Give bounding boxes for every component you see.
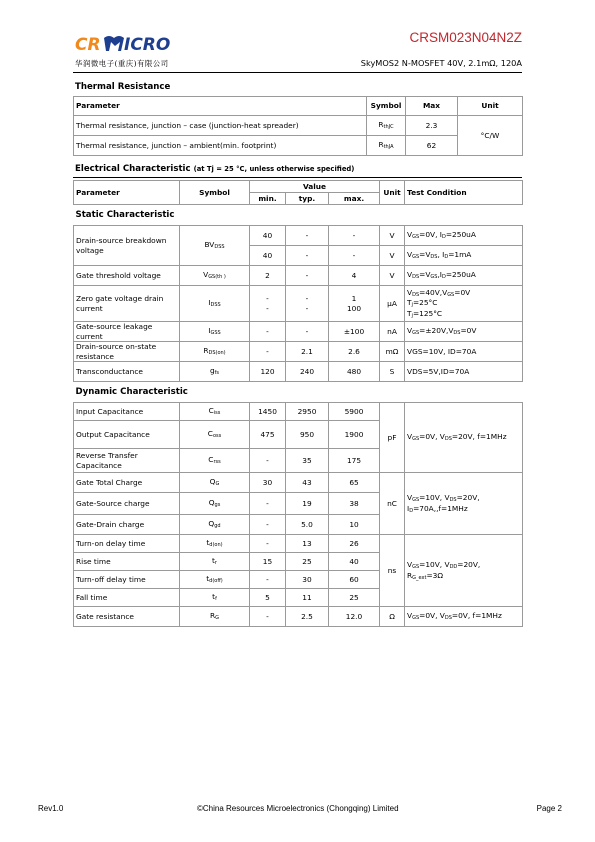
company-logo	[75, 32, 180, 56]
max-cell: 2.3	[406, 116, 458, 136]
symbol-cell: $BV_{DSS}$	[180, 226, 250, 266]
typ-cell: 43	[286, 473, 329, 493]
header-divider	[73, 72, 522, 73]
symbol-cell: $R_G$	[180, 607, 250, 627]
th-min: min.	[250, 193, 286, 205]
param-cell: Drain-source breakdown voltage	[74, 226, 180, 266]
typ-cell: 30	[286, 571, 329, 589]
condition-cell: $V_{GS}=0V$, $V_{DS}=20V$, f=1MHz	[405, 403, 523, 473]
param-cell: Gate threshold voltage	[74, 266, 180, 286]
footer-page-number: Page 2	[536, 804, 562, 813]
unit-cell: nA	[380, 322, 405, 342]
typ-cell: 240	[286, 362, 329, 382]
unit-cell: °C/W	[458, 116, 523, 156]
param-cell: Zero gate voltage drain current	[74, 286, 180, 322]
min-cell: -	[250, 449, 286, 473]
table-row	[74, 322, 523, 342]
typ-cell: -	[286, 266, 329, 286]
max-cell: 62	[406, 136, 458, 156]
svg-text:CR: CR	[75, 35, 101, 55]
param-cell: Fall time	[74, 589, 180, 607]
min-cell: 5	[250, 589, 286, 607]
min-cell: -	[250, 515, 286, 535]
th-unit: Unit	[380, 181, 405, 205]
th-max: max.	[329, 193, 380, 205]
min-cell: 40	[250, 246, 286, 266]
param-cell: Output Capacitance	[74, 421, 180, 449]
table-row	[74, 607, 523, 627]
param-cell: Gate-Drain charge	[74, 515, 180, 535]
min-cell: 475	[250, 421, 286, 449]
condition-cell: $V_{GS}=0V$, $V_{DS}=0V$, f=1MHz	[405, 607, 523, 627]
param-cell: Rise time	[74, 553, 180, 571]
min-cell: 40	[250, 226, 286, 246]
max-cell: 175	[329, 449, 380, 473]
thermal-table	[73, 96, 523, 156]
symbol-cell: $C_{oss}$	[180, 421, 250, 449]
th-typ: typ.	[286, 193, 329, 205]
symbol-cell: $V_{GS(th )}$	[180, 266, 250, 286]
thermal-section-title: Thermal Resistance	[75, 82, 171, 92]
table-row	[74, 266, 523, 286]
table-row	[74, 403, 523, 421]
max-cell: 12.0	[329, 607, 380, 627]
param-cell: Transconductance	[74, 362, 180, 382]
dynamic-section-title: Dynamic Characteristic	[74, 382, 523, 403]
max-cell: 10	[329, 515, 380, 535]
min-cell: 120	[250, 362, 286, 382]
symbol-cell: $t_{d(on)}$	[180, 535, 250, 553]
typ-cell: -	[286, 322, 329, 342]
max-cell: 25	[329, 589, 380, 607]
symbol-cell: $t_f$	[180, 589, 250, 607]
typ-cell: -	[286, 246, 329, 266]
param-cell: Reverse Transfer Capacitance	[74, 449, 180, 473]
max-cell: -	[329, 246, 380, 266]
footer-revision: Rev1.0	[38, 804, 64, 813]
unit-cell: mΩ	[380, 342, 405, 362]
table-row	[74, 342, 523, 362]
symbol-cell: $I_{GSS}$	[180, 322, 250, 342]
min-cell: -	[250, 571, 286, 589]
param-cell: Turn-on delay time	[74, 535, 180, 553]
param-cell: Gate resistance	[74, 607, 180, 627]
symbol-cell: $Q_G$	[180, 473, 250, 493]
electrical-divider	[73, 177, 522, 178]
max-cell: 1 100	[329, 286, 380, 322]
th-unit: Unit	[458, 97, 523, 116]
max-cell: 38	[329, 493, 380, 515]
unit-cell: nC	[380, 473, 405, 535]
min-cell: 2	[250, 266, 286, 286]
condition-cell: $V_{GS}=10V$, $V_{DD}=20V$, $R_{G\_ext}=3\Omega$	[405, 535, 523, 607]
max-cell: 1900	[329, 421, 380, 449]
condition-cell: $V_{GS}=10V$, $V_{DS}=20V$, $I_D=70A,,f=1MHz$	[405, 473, 523, 535]
svg-text:ICRO: ICRO	[124, 35, 171, 55]
max-cell: 65	[329, 473, 380, 493]
table-row	[74, 535, 523, 553]
typ-cell: 2950	[286, 403, 329, 421]
table-row	[74, 473, 523, 493]
table-row	[74, 116, 523, 136]
typ-cell: 35	[286, 449, 329, 473]
table-row	[74, 286, 523, 322]
typ-cell: -	[286, 226, 329, 246]
min-cell: -	[250, 342, 286, 362]
th-parameter: Parameter	[74, 97, 367, 116]
unit-cell: V	[380, 226, 405, 246]
param-cell: Gate-Source charge	[74, 493, 180, 515]
table-row	[74, 136, 523, 156]
condition-cell: VGS=10V, ID=70A	[405, 342, 523, 362]
max-cell: -	[329, 226, 380, 246]
max-cell: 26	[329, 535, 380, 553]
min-cell: - -	[250, 286, 286, 322]
unit-cell: Ω	[380, 607, 405, 627]
static-section-title: Static Characteristic	[74, 205, 523, 226]
typ-cell: - -	[286, 286, 329, 322]
typ-cell: 13	[286, 535, 329, 553]
param-cell: Gate-source leakage current	[74, 322, 180, 342]
param-cell: Input Capacitance	[74, 403, 180, 421]
table-row	[74, 226, 523, 246]
max-cell: 5900	[329, 403, 380, 421]
typ-cell: 25	[286, 553, 329, 571]
unit-cell: V	[380, 246, 405, 266]
symbol-cell: $C_{iss}$	[180, 403, 250, 421]
unit-cell: V	[380, 266, 405, 286]
unit-cell: pF	[380, 403, 405, 473]
max-cell: 480	[329, 362, 380, 382]
th-symbol: Symbol	[367, 97, 406, 116]
max-cell: ±100	[329, 322, 380, 342]
max-cell: 2.6	[329, 342, 380, 362]
unit-cell: S	[380, 362, 405, 382]
unit-cell: ns	[380, 535, 405, 607]
symbol-cell: $t_{d(off)}$	[180, 571, 250, 589]
part-number: CRSM023N04N2Z	[409, 30, 522, 45]
symbol-cell: $C_{rss}$	[180, 449, 250, 473]
param-cell: Drain-source on-state resistance	[74, 342, 180, 362]
electrical-section-title: Electrical Characteristic (at Tj = 25 °C, unless otherwise specified)	[75, 164, 355, 174]
min-cell: 15	[250, 553, 286, 571]
condition-cell: $V_{DS}=V_{GS},I_D=250uA$	[405, 266, 523, 286]
min-cell: -	[250, 607, 286, 627]
electrical-condition: (at Tj = 25 °C, unless otherwise specified)	[193, 165, 355, 173]
th-parameter: Parameter	[74, 181, 180, 205]
product-subtitle: SkyMOS2 N-MOSFET 40V, 2.1mΩ, 120A	[360, 58, 522, 68]
symbol-cell: $R_{DS(on)}$	[180, 342, 250, 362]
param-cell: Gate Total Charge	[74, 473, 180, 493]
footer-copyright: ©China Resources Microelectronics (Chongqing) Limited	[197, 804, 399, 813]
min-cell: 30	[250, 473, 286, 493]
max-cell: 60	[329, 571, 380, 589]
unit-cell: μA	[380, 286, 405, 322]
th-value: Value	[250, 181, 380, 193]
typ-cell: 2.1	[286, 342, 329, 362]
symbol-cell: $Q_{gs}$	[180, 493, 250, 515]
symbol-cell: $I_{DSS}$	[180, 286, 250, 322]
condition-cell: VDS=5V,ID=70A	[405, 362, 523, 382]
condition-cell: $V_{GS}=\pm 20V,V_{DS}=0V$	[405, 322, 523, 342]
symbol-cell: $t_r$	[180, 553, 250, 571]
th-symbol: Symbol	[180, 181, 250, 205]
param-cell: Thermal resistance, junction – ambient(min. footprint)	[74, 136, 367, 156]
th-test-condition: Test Condition	[405, 181, 523, 205]
typ-cell: 11	[286, 589, 329, 607]
condition-cell: $V_{GS}=0V$, $I_D=250uA$	[405, 226, 523, 246]
param-cell: Thermal resistance, junction – case (junction-heat spreader)	[74, 116, 367, 136]
min-cell: 1450	[250, 403, 286, 421]
param-cell: Turn-off delay time	[74, 571, 180, 589]
min-cell: -	[250, 535, 286, 553]
max-cell: 40	[329, 553, 380, 571]
company-name-cn: 华润微电子(重庆)有限公司	[75, 59, 169, 68]
typ-cell: 2.5	[286, 607, 329, 627]
typ-cell: 950	[286, 421, 329, 449]
th-max: Max	[406, 97, 458, 116]
condition-cell: $V_{GS}=V_{DS}$, $I_D=1mA$	[405, 246, 523, 266]
typ-cell: 19	[286, 493, 329, 515]
symbol-cell: $Q_{gd}$	[180, 515, 250, 535]
typ-cell: 5.0	[286, 515, 329, 535]
symbol-cell: $R_{thJC}$	[367, 116, 406, 136]
min-cell: -	[250, 493, 286, 515]
symbol-cell: $R_{thJA}$	[367, 136, 406, 156]
table-row	[74, 362, 523, 382]
min-cell: -	[250, 322, 286, 342]
max-cell: 4	[329, 266, 380, 286]
symbol-cell: $g_{fs}$	[180, 362, 250, 382]
electrical-table	[73, 180, 523, 627]
condition-cell: $V_{DS}=40V,V_{GS}=0V$ $T_j=25^\circ C$ $T_j=125^\circ C$	[405, 286, 523, 322]
